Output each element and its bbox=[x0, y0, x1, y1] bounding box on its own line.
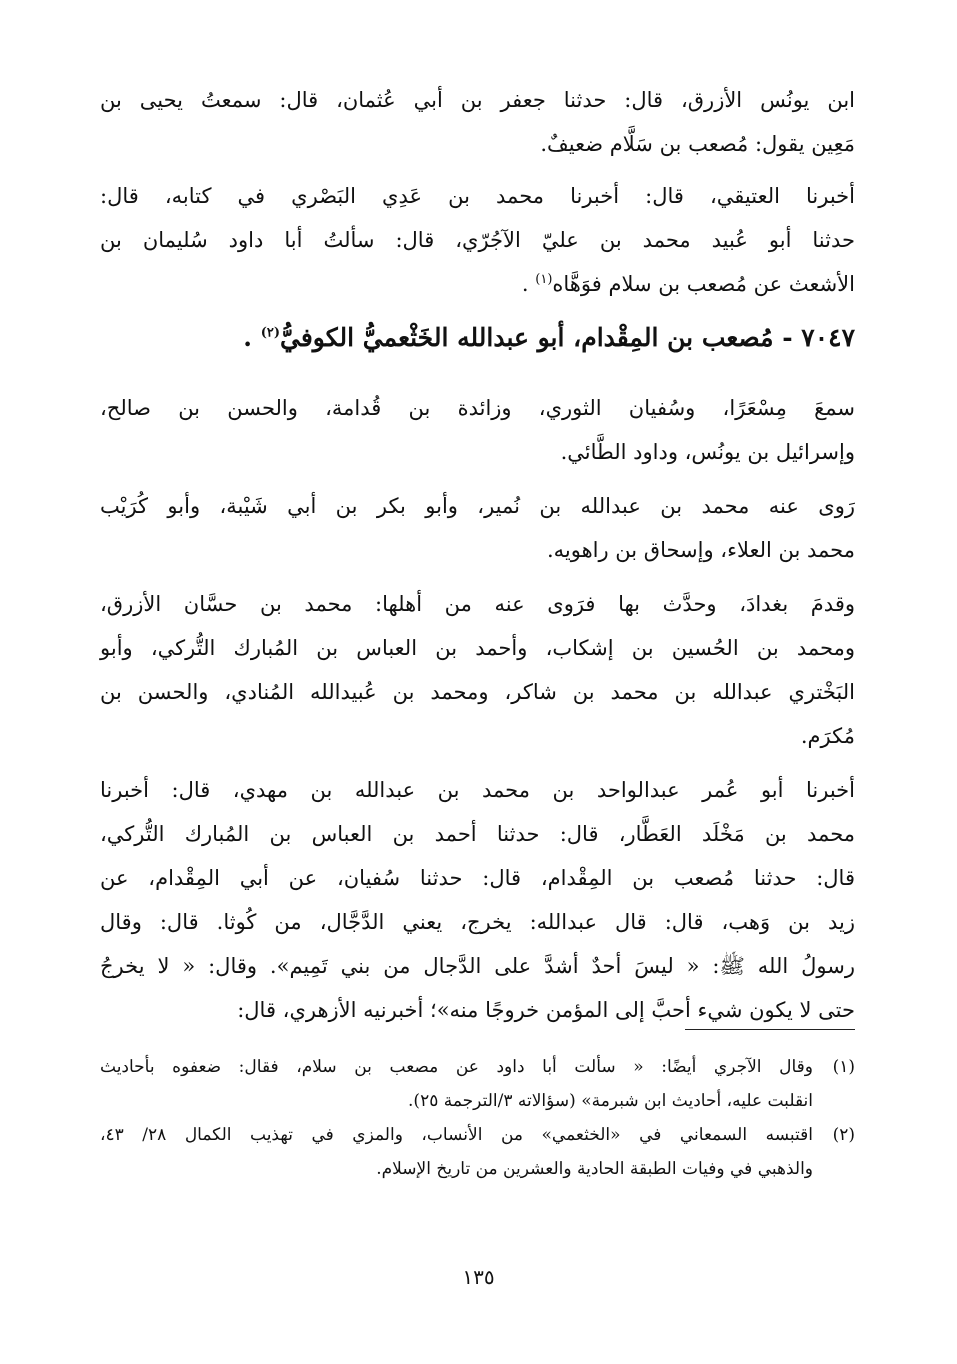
paragraph bbox=[100, 386, 855, 474]
footnote-line: وقال الآجري أيضًا: « سألت أبا داود عن مصعب بن سلام، فقال: ضعفوه بأحاديث bbox=[100, 1057, 813, 1077]
text-line: ابن يونُس الأزرق، قال: حدثنا جعفر بن أبي عُثمان، قال: سمعتُ يحيى بن bbox=[100, 88, 855, 112]
entry-title: ٧٠٤٧ - مُصعب بن المِقْدام، أبو عبدالله الخَثْعميُّ الكوفيُّ bbox=[280, 323, 855, 352]
text-line: أخبرنا أبو عُمر عبدالواحد بن محمد بن عبدالله بن مهدي، قال: أخبرنا bbox=[100, 778, 855, 802]
paragraph bbox=[100, 174, 855, 306]
text-line: رسولُ الله ﷺ: « ليسَ أحدٌ أشدَّ على الدَّجال من بني تَمِيم». وقال: « لا يخرجُ bbox=[100, 954, 855, 978]
footnote-line: اقتبسه السمعاني في «الخثعمي» من الأنساب، والمزي في تهذيب الكمال ٢٨/ ٤٣، bbox=[100, 1125, 813, 1145]
text-line: مُكرَم. bbox=[800, 724, 855, 748]
text-line: البَخْتري عبدالله بن محمد بن شاكر، ومحمد بن عُبيدالله المُنادي، والحسن بن bbox=[100, 680, 855, 704]
text-line: محمد بن العلاء، وإسحاق بن راهويه. bbox=[546, 538, 855, 562]
text-line: رَوى عنه محمد بن عبدالله بن نُمير، وأبو بكر بن أبي شَيْبة، وأبو كُرَيْب bbox=[100, 494, 855, 518]
footnote-text bbox=[100, 1050, 813, 1118]
text-line-with-ref bbox=[100, 262, 855, 306]
footnote-number: (١) bbox=[832, 1057, 855, 1077]
text-line: حدثنا أبو عُبيد محمد بن عليّ الآجُرّي، قال: سألتُ أبا داود سُليمان بن bbox=[100, 228, 855, 252]
footnote-text bbox=[100, 1118, 813, 1186]
footnote-ref[interactable]: (١) bbox=[535, 272, 553, 287]
footnote bbox=[100, 1118, 855, 1186]
footnote-line: انقلبت عليه، أحاديث ابن شبرمة» (سؤالاته ٣/الترجمة ٢٥). bbox=[408, 1091, 813, 1111]
text-line: سمعَ مِسْعَرًا، وسُفيان الثوري، وزائدة بن قُدامة، والحسن بن صالح، bbox=[100, 396, 855, 420]
paragraph bbox=[100, 484, 855, 572]
footnote-ref[interactable]: (٢) bbox=[260, 325, 281, 341]
text-line: ومحمد بن الحُسين بن إشكاب، وأحمد بن العباس بن المُبارك التُّركي، وأبو bbox=[100, 636, 855, 660]
footnotes bbox=[100, 1050, 855, 1186]
entry-heading bbox=[100, 318, 855, 358]
footnote-line: والذهبي في وفيات الطبقة الحادية والعشرين من تاريخ الإسلام. bbox=[376, 1159, 813, 1179]
text-line: حتى لا يكون شيء أحبَّ إلى المؤمن خروجًا منه»؛ أخبرنيه الأزهري، قال: bbox=[237, 998, 855, 1022]
text-line: مَعِين يقول: مُصعب بن سَلَّام ضعيفٌ. bbox=[540, 132, 855, 156]
line-tail: . bbox=[521, 272, 536, 296]
text-line: قال: حدثنا مُصعب بن المِقْدام، قال: حدثنا سُفيان، عن أبي المِقْدام، عن bbox=[100, 866, 855, 890]
page-number: ١٣٥ bbox=[462, 1265, 495, 1289]
text-line: الأشعث عن مُصعب بن سلام فوَهَّاه bbox=[552, 272, 855, 296]
text-line: زيد بن وَهب، قال: قال عبدالله: يخرج، يعني الدَّجَّال، من كُوثا. قال: وقال bbox=[100, 910, 855, 934]
text-line: وإسرائيل بن يونُس، وداود الطَّائي. bbox=[560, 440, 855, 464]
heading-tail: . bbox=[243, 323, 261, 352]
text-line: محمد بن مَخْلَد العَطَّار، قال: حدثنا أحمد بن العباس بن المُبارك التُّركي، bbox=[100, 822, 855, 846]
paragraph bbox=[100, 582, 855, 758]
footnote bbox=[100, 1050, 855, 1118]
text-line: أخبرنا العتيقي، قال: أخبرنا محمد بن عَدِي البَصْري في كتابه، قال: bbox=[100, 184, 855, 208]
text-line: وقدمَ بغدادَ، وحدَّث بها فرَوى عنه من أهلها: محمد بن حسَّان الأزرق، bbox=[100, 592, 855, 616]
paragraph bbox=[100, 768, 855, 1032]
paragraph bbox=[100, 78, 855, 166]
footnote-number: (٢) bbox=[832, 1125, 855, 1145]
footnote-separator bbox=[685, 1029, 855, 1030]
